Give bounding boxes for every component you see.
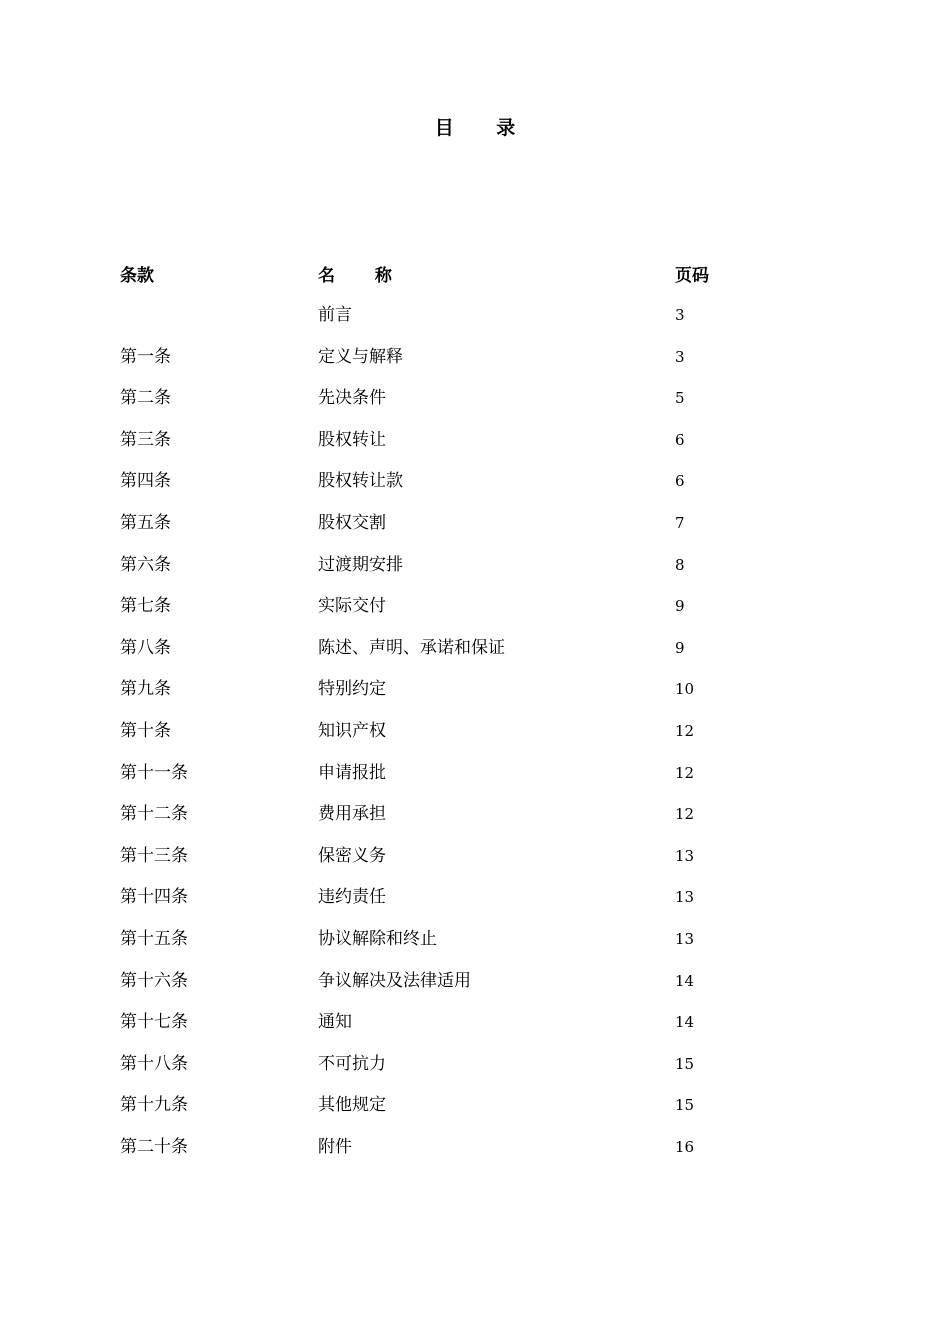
row-name: 知识产权: [318, 720, 386, 741]
row-page: 5: [675, 389, 685, 408]
toc-row[interactable]: [0, 468, 950, 510]
row-name: 争议解决及法律适用: [318, 970, 471, 991]
row-name: 陈述、声明、承诺和保证: [318, 637, 505, 658]
toc-row[interactable]: [0, 968, 950, 1010]
row-article: 第十四条: [120, 887, 188, 908]
row-page: 6: [675, 430, 685, 449]
toc-header: [0, 263, 950, 289]
row-article: 第十七条: [120, 1012, 188, 1033]
row-page: 12: [675, 805, 695, 824]
toc-row[interactable]: [0, 801, 950, 843]
row-article: 第十六条: [120, 970, 188, 991]
toc-row[interactable]: [0, 926, 950, 968]
toc-row[interactable]: [0, 760, 950, 802]
toc-row[interactable]: [0, 552, 950, 594]
row-name: 费用承担: [318, 804, 386, 825]
toc-row[interactable]: [0, 718, 950, 760]
row-name: 股权交割: [318, 512, 386, 533]
row-page: 3: [675, 347, 685, 366]
row-name: 不可抗力: [318, 1053, 386, 1074]
row-page: 6: [675, 472, 685, 491]
row-page: 12: [675, 763, 695, 782]
row-name: 前言: [318, 305, 352, 325]
row-page: 9: [675, 638, 685, 657]
row-page: 7: [675, 513, 685, 532]
toc-row[interactable]: [0, 843, 950, 885]
row-page: 12: [675, 721, 695, 740]
row-page: 13: [675, 929, 695, 948]
row-page: 13: [675, 888, 695, 907]
toc-row[interactable]: [0, 1009, 950, 1051]
toc-row[interactable]: [0, 344, 950, 386]
row-article: 第十八条: [120, 1053, 188, 1074]
row-name: 申请报批: [318, 762, 386, 783]
toc-row[interactable]: [0, 510, 950, 552]
row-name: 违约责任: [318, 887, 386, 908]
row-article: 第三条: [120, 429, 171, 450]
toc-row[interactable]: [0, 635, 950, 677]
header-name: 名 称: [318, 266, 409, 286]
toc-row[interactable]: [0, 1134, 950, 1176]
toc-row[interactable]: [0, 1051, 950, 1093]
toc-row[interactable]: [0, 1092, 950, 1134]
row-name: 附件: [318, 1136, 352, 1157]
row-article: 第十条: [120, 720, 171, 741]
row-article: 第六条: [120, 554, 171, 575]
row-name: 其他规定: [318, 1095, 386, 1116]
toc-rows: [0, 302, 950, 1175]
page-title: 目 录: [434, 117, 534, 139]
row-name: 定义与解释: [318, 346, 403, 367]
row-page: 14: [675, 971, 695, 990]
row-article: 第十五条: [120, 928, 188, 949]
toc-row[interactable]: [0, 302, 950, 344]
row-article: 第五条: [120, 512, 171, 533]
row-page: 3: [675, 306, 685, 324]
toc-row[interactable]: [0, 676, 950, 718]
row-article: 第十一条: [120, 762, 188, 783]
row-article: 第一条: [120, 346, 171, 367]
row-article: 第二条: [120, 388, 171, 409]
row-name: 股权转让: [318, 429, 386, 450]
row-article: 第十三条: [120, 845, 188, 866]
row-article: 第八条: [120, 637, 171, 658]
row-name: 实际交付: [318, 596, 386, 617]
row-name: 通知: [318, 1012, 352, 1033]
row-page: 9: [675, 597, 685, 616]
row-name: 特别约定: [318, 679, 386, 700]
header-page: 页码: [675, 266, 709, 286]
row-name: 过渡期安排: [318, 554, 403, 575]
row-name: 协议解除和终止: [318, 928, 437, 949]
row-name: 保密义务: [318, 845, 386, 866]
toc-row[interactable]: [0, 884, 950, 926]
row-name: 股权转让款: [318, 471, 403, 492]
row-name: 先决条件: [318, 388, 386, 409]
toc-row[interactable]: [0, 593, 950, 635]
row-article: 第十二条: [120, 804, 188, 825]
row-page: 16: [675, 1137, 695, 1156]
row-page: 14: [675, 1013, 695, 1032]
row-page: 15: [675, 1096, 695, 1115]
row-article: 第二十条: [120, 1136, 188, 1157]
toc-row[interactable]: [0, 427, 950, 469]
header-article: 条款: [120, 266, 154, 286]
row-page: 13: [675, 846, 695, 865]
row-page: 8: [675, 555, 685, 574]
row-page: 10: [675, 680, 695, 699]
row-article: 第四条: [120, 471, 171, 492]
row-article: 第十九条: [120, 1095, 188, 1116]
row-article: 第七条: [120, 596, 171, 617]
row-article: 第九条: [120, 679, 171, 700]
toc-row[interactable]: [0, 385, 950, 427]
row-page: 15: [675, 1054, 695, 1073]
